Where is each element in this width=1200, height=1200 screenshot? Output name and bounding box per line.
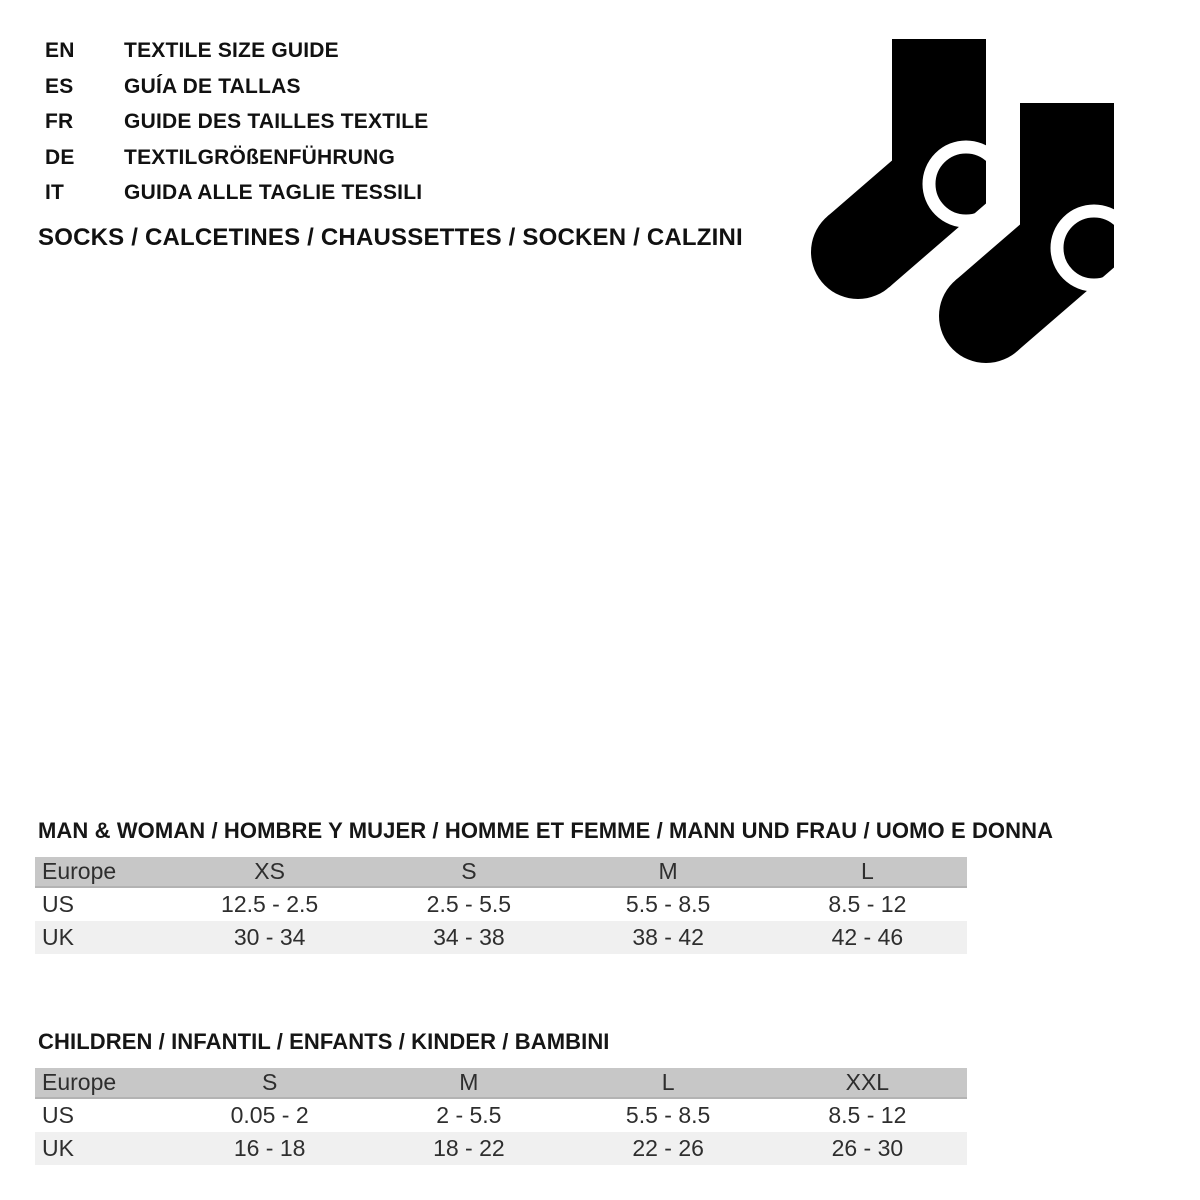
column-header-size: L	[569, 1068, 768, 1098]
column-header-size: M	[569, 857, 768, 887]
column-header-size: XXL	[768, 1068, 967, 1098]
table-row-us	[35, 1098, 967, 1132]
language-row-de	[45, 140, 429, 176]
language-row-fr	[45, 104, 429, 140]
size-value: 22 - 26	[569, 1132, 768, 1165]
row-label: UK	[35, 1132, 170, 1165]
language-title-list	[45, 33, 429, 211]
size-value: 34 - 38	[369, 921, 568, 954]
column-header-europe: Europe	[35, 857, 170, 887]
language-row-es	[45, 69, 429, 105]
size-value: 2 - 5.5	[369, 1098, 568, 1132]
column-header-size: M	[369, 1068, 568, 1098]
children-size-table	[35, 1068, 967, 1165]
column-header-europe: Europe	[35, 1068, 170, 1098]
size-value: 18 - 22	[369, 1132, 568, 1165]
children-header-row	[35, 1068, 967, 1098]
socks-icon	[795, 30, 1145, 375]
language-row-en	[45, 33, 429, 69]
size-value: 5.5 - 8.5	[569, 887, 768, 921]
table-row-us	[35, 887, 967, 921]
column-header-size: S	[170, 1068, 369, 1098]
size-value: 8.5 - 12	[768, 1098, 967, 1132]
table-row-uk	[35, 1132, 967, 1165]
language-label: GUIDE DES TAILLES TEXTILE	[124, 110, 429, 133]
language-label: TEXTILE SIZE GUIDE	[124, 39, 339, 62]
adults-section-title: MAN & WOMAN / HOMBRE Y MUJER / HOMME ET FEMME / MANN UND FRAU / UOMO E DONNA	[38, 818, 1054, 843]
size-value: 5.5 - 8.5	[569, 1098, 768, 1132]
column-header-size: XS	[170, 857, 369, 887]
size-value: 26 - 30	[768, 1132, 967, 1165]
language-code: ES	[45, 74, 74, 98]
column-header-size: L	[768, 857, 967, 887]
column-header-size: S	[369, 857, 568, 887]
size-value: 12.5 - 2.5	[170, 887, 369, 921]
size-value: 38 - 42	[569, 921, 768, 954]
size-value: 42 - 46	[768, 921, 967, 954]
children-section-title: CHILDREN / INFANTIL / ENFANTS / KINDER / BAMBINI	[38, 1029, 610, 1054]
size-value: 16 - 18	[170, 1132, 369, 1165]
category-line: SOCKS / CALCETINES / CHAUSSETTES / SOCKEN / CALZINI	[38, 224, 743, 251]
table-row-uk	[35, 921, 967, 954]
size-value: 30 - 34	[170, 921, 369, 954]
language-label: GUIDA ALLE TAGLIE TESSILI	[124, 181, 423, 204]
language-label: TEXTILGRÖßENFÜHRUNG	[124, 145, 396, 169]
adults-header-row	[35, 857, 967, 887]
row-label: UK	[35, 921, 170, 954]
language-code: IT	[45, 181, 65, 204]
language-row-it	[45, 175, 429, 211]
language-code: FR	[45, 110, 74, 133]
size-value: 0.05 - 2	[170, 1098, 369, 1132]
language-label: GUÍA DE TALLAS	[124, 74, 301, 98]
language-code: EN	[45, 39, 75, 62]
row-label: US	[35, 1098, 170, 1132]
sock-front	[811, 39, 1003, 299]
row-label: US	[35, 887, 170, 921]
adults-size-table	[35, 857, 967, 954]
size-value: 8.5 - 12	[768, 887, 967, 921]
language-code: DE	[45, 145, 75, 169]
size-value: 2.5 - 5.5	[369, 887, 568, 921]
